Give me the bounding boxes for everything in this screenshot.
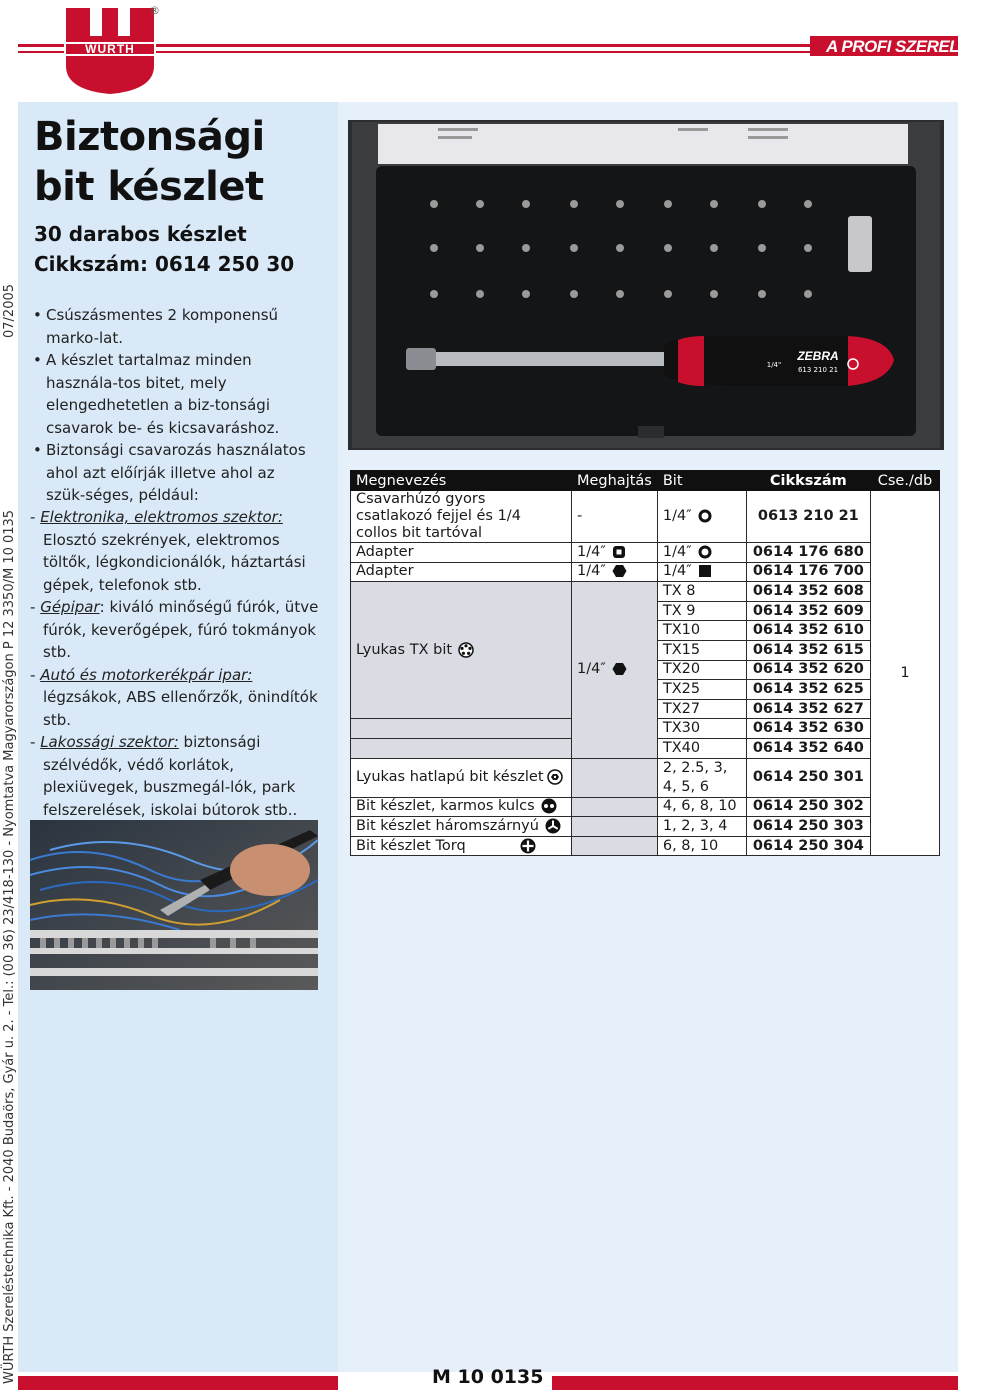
- logo-wordmark: WÜRTH: [85, 42, 135, 56]
- table-row: [351, 582, 940, 602]
- registered-mark: ®: [149, 4, 160, 17]
- sector-heading: Lakossági szektor:: [40, 733, 179, 751]
- col-header-code: Cikkszám: [746, 471, 870, 491]
- electrical-cabinet-photo: [30, 820, 318, 990]
- cell-bit: TX27: [657, 699, 746, 719]
- product-photo: [348, 120, 944, 450]
- page-title: [34, 112, 265, 212]
- handle-code: 613 210 21: [797, 366, 839, 374]
- cell-bit: 6, 8, 10: [657, 836, 746, 856]
- sector-heading: Gépipar: [40, 598, 100, 616]
- tx-hole-icon: [458, 642, 474, 658]
- cell-bit: TX 8: [657, 582, 746, 602]
- hex-icon: [612, 662, 627, 676]
- cell-drive-empty: [571, 758, 657, 797]
- cell-bit: TX40: [657, 738, 746, 758]
- cell-drive-shared: 1/4″: [571, 582, 657, 758]
- cell-code: 0614 250 302: [746, 797, 870, 817]
- cell-code: 0614 250 303: [746, 817, 870, 837]
- cell-code: 0614 352 640: [746, 738, 870, 758]
- cell-bit: 1/4″: [657, 562, 746, 582]
- cell-bit: TX 9: [657, 601, 746, 621]
- col-header-drive: Meghajtás: [571, 471, 657, 491]
- sidebar-date: 07/2005: [2, 283, 17, 338]
- footer-bar-right: [552, 1376, 958, 1390]
- table-row: [351, 836, 940, 856]
- cell-bit: TX20: [657, 660, 746, 680]
- cell-name: Bit készlet Torq: [351, 836, 572, 856]
- cell-bit: 1/4″: [657, 491, 746, 543]
- table-header: [351, 471, 940, 491]
- torq-icon: [520, 838, 536, 854]
- cell-code: 0614 352 627: [746, 699, 870, 719]
- sector-item: - Elektronika, elektromos szektor: Elosztó szekrények, elektromos töltők, légkondicionálók, háztartási gépek, telefonok stb.: [30, 508, 306, 594]
- cell-bit: 2, 2.5, 3, 4, 5, 6: [657, 758, 746, 797]
- cell-name: Bit készlet, karmos kulcs: [351, 797, 572, 817]
- wurth-logo: [64, 6, 156, 96]
- cell-drive: 1/4″: [571, 562, 657, 582]
- sidebar-imprint: WÜRTH Szereléstechnika Kft. - 2040 Budaörs, Gyár u. 2. - Tel.: (00 36) 23/418-130 - Nyomtatva Magyarországon P 12 3350/M 10 0135 07/2005: [2, 283, 17, 1384]
- cell-bit: TX10: [657, 621, 746, 641]
- cell-code: 0614 352 630: [746, 719, 870, 739]
- cell-bit: TX30: [657, 719, 746, 739]
- sector-item: - Gépipar: kiváló minőségű fúrók, ütve fúrók, keverőgépek, fúró tokmányok stb.: [30, 598, 319, 661]
- cell-qty: 1: [870, 491, 939, 856]
- cell-name: Adapter: [351, 562, 572, 582]
- article-number: Cikkszám: 0614 250 30: [34, 252, 295, 276]
- handle-size: 1/4": [766, 361, 782, 369]
- sector-item: - Autó és motorkerékpár ipar: légzsákok, ABS ellenőrzők, önindítók stb.: [30, 665, 318, 729]
- table-row: [351, 817, 940, 837]
- title-line-1: Biztonsági: [34, 114, 265, 160]
- tri-wing-icon: [545, 818, 561, 834]
- ring-icon: [698, 545, 712, 559]
- cell-name-tx: Lyukas TX bit: [351, 582, 572, 719]
- set-subtitle: 30 darabos készlet: [34, 222, 247, 246]
- cell-drive: -: [571, 491, 657, 543]
- cell-code: 0613 210 21: [746, 491, 870, 543]
- sector-item: - Lakossági szektor: biztonsági szélvédők, védő korlátok, plexiüvegek, buszmegál-lók, park felszerelések, iskolai bútorok stb..: [30, 733, 298, 819]
- cell-code: 0614 250 301: [746, 758, 870, 797]
- footer-bar-left: [18, 1376, 338, 1390]
- square-icon: [698, 564, 712, 578]
- cell-name: Adapter: [351, 543, 572, 563]
- table-row: [351, 562, 940, 582]
- cell-bit: 1, 2, 3, 4: [657, 817, 746, 837]
- cell-name: Lyukas hatlapú bit készlet: [351, 758, 572, 797]
- hex-icon: [612, 564, 627, 578]
- cell-code: 0614 352 625: [746, 680, 870, 700]
- cell-name: Bit készlet háromszárnyú: [351, 817, 572, 837]
- handle-brand: ZEBRA: [797, 349, 839, 363]
- col-header-name: Megnevezés: [351, 471, 572, 491]
- cell-drive-empty: [571, 817, 657, 837]
- feature-list: [30, 304, 330, 507]
- spanner-icon: [541, 798, 557, 814]
- sector-heading: Elektronika, elektromos szektor:: [40, 508, 283, 526]
- feature-item: • Csúszásmentes 2 komponensű marko-lat.: [30, 304, 330, 349]
- cell-drive: 1/4″: [571, 543, 657, 563]
- sector-heading: Autó és motorkerékpár ipar:: [40, 665, 253, 684]
- cell-code: 0614 250 304: [746, 836, 870, 856]
- cell-code: 0614 176 700: [746, 562, 870, 582]
- cell-code: 0614 352 609: [746, 601, 870, 621]
- cell-bit: TX15: [657, 640, 746, 660]
- hex-hole-icon: [547, 769, 563, 785]
- cell-name: Csavarhúzó gyors csatlakozó fejjel és 1/4 collos bit tartóval: [351, 491, 572, 543]
- page-code: M 10 0135: [432, 1366, 544, 1388]
- feature-item: • A készlet tartalmaz minden használa-tos bitet, mely elengedhetetlen a biz-tonsági csavarok be- és kicsavaráshoz.: [30, 349, 330, 439]
- cell-drive-empty: [571, 797, 657, 817]
- cell-code: 0614 352 608: [746, 582, 870, 602]
- cell-bit: 4, 6, 8, 10: [657, 797, 746, 817]
- cell-name-empty: [351, 719, 572, 739]
- title-line-2: bit készlet: [34, 164, 264, 210]
- cell-bit: TX25: [657, 680, 746, 700]
- sector-list: [30, 506, 330, 821]
- product-table: [350, 470, 940, 856]
- header-rule: [18, 36, 981, 56]
- table-row: [351, 491, 940, 543]
- ring-icon: [698, 509, 712, 523]
- square-ring-icon: [612, 545, 626, 559]
- cell-drive-empty: [571, 836, 657, 856]
- table-row: [351, 797, 940, 817]
- cell-code: 0614 352 615: [746, 640, 870, 660]
- feature-item: • Biztonsági csavarozás használatos ahol azt előírják illetve ahol az szük-séges, például:: [30, 439, 330, 507]
- cell-bit: 1/4″: [657, 543, 746, 563]
- cell-name-empty: [351, 738, 572, 758]
- slogan-text: A PROFI SZERELÉS: [826, 37, 981, 56]
- col-header-qty: Cse./db: [870, 471, 939, 491]
- table-row: [351, 543, 940, 563]
- table-row: [351, 758, 940, 797]
- cell-code: 0614 352 620: [746, 660, 870, 680]
- cell-code: 0614 352 610: [746, 621, 870, 641]
- col-header-bit: Bit: [657, 471, 746, 491]
- cell-code: 0614 176 680: [746, 543, 870, 563]
